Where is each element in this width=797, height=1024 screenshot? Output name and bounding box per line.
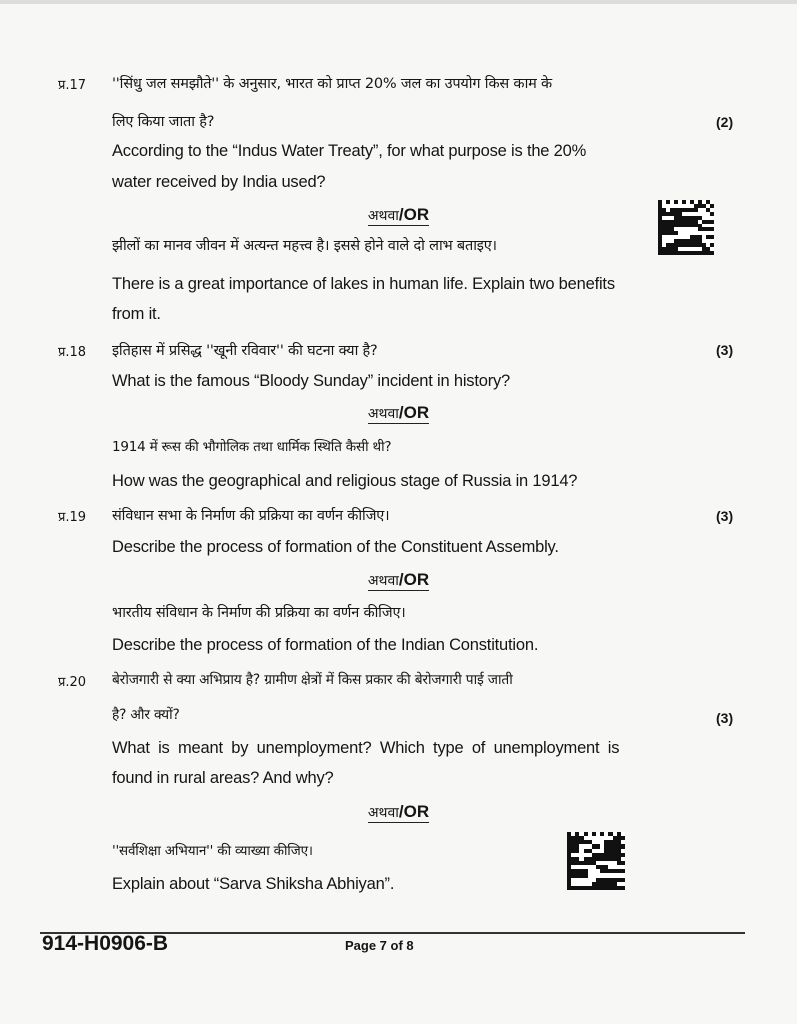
question-english-line: What is meant by unemployment? Which type of unemployment is <box>112 739 620 757</box>
question-hindi-line: लिए किया जाता है? <box>112 114 215 130</box>
or-heading: अथवा/OR <box>367 570 430 589</box>
question-marks: (3) <box>716 342 734 358</box>
question-english-line: According to the “Indus Water Treaty”, for what purpose is the 20% <box>112 142 587 160</box>
alternate-hindi-line: 1914 में रूस की भौगोलिक तथा धार्मिक स्थिति कैसी थी? <box>112 439 392 455</box>
or-heading: अथवा/OR <box>367 205 430 224</box>
or-heading: अथवा/OR <box>367 802 430 821</box>
question-english-line: What is the famous “Bloody Sunday” incident in history? <box>112 372 511 390</box>
question-number: प्र.19 <box>58 510 87 525</box>
question-english-line: water received by India used? <box>112 173 326 191</box>
page-number: Page 7 of 8 <box>345 938 414 953</box>
question-marks: (3) <box>716 508 734 524</box>
or-heading: अथवा/OR <box>367 403 430 422</box>
alternate-hindi-line: झीलों का मानव जीवन में अत्यन्त महत्त्व है। इससे होने वाले दो लाभ बताइए। <box>112 238 497 254</box>
alternate-english-line: from it. <box>112 305 161 323</box>
question-hindi-line: है? और क्यों? <box>112 707 180 723</box>
question-marks: (2) <box>716 114 734 130</box>
paper-code: 914-H0906-B <box>42 932 169 955</box>
alternate-english-line: There is a great importance of lakes in human life. Explain two benefits <box>112 275 615 293</box>
question-hindi-line: संविधान सभा के निर्माण की प्रक्रिया का वर्णन कीजिए। <box>112 508 390 524</box>
qr-code <box>567 832 625 890</box>
question-english-line: found in rural areas? And why? <box>112 769 334 787</box>
question-number: प्र.17 <box>58 78 87 93</box>
question-hindi-line: ''सिंधु जल समझौते'' के अनुसार, भारत को प्राप्त 20% जल का उपयोग किस काम के <box>112 76 552 92</box>
alternate-english-line: Explain about “Sarva Shiksha Abhiyan”. <box>112 875 395 893</box>
alternate-hindi-line: भारतीय संविधान के निर्माण की प्रक्रिया का वर्णन कीजिए। <box>112 605 406 621</box>
question-hindi-line: इतिहास में प्रसिद्ध ''खूनी रविवार'' की घटना क्या है? <box>112 343 378 359</box>
question-number: प्र.18 <box>58 345 87 360</box>
alternate-english-line: How was the geographical and religious stage of Russia in 1914? <box>112 472 578 490</box>
alternate-hindi-line: ''सर्वशिक्षा अभियान'' की व्याख्या कीजिए। <box>112 843 313 859</box>
qr-code <box>658 200 714 255</box>
question-marks: (3) <box>716 710 734 726</box>
question-hindi-line: बेरोजगारी से क्या अभिप्राय है? ग्रामीण क्षेत्रों में किस प्रकार की बेरोजगारी पाई जाती <box>112 672 513 688</box>
scan-edge <box>0 0 797 4</box>
question-number: प्र.20 <box>58 675 87 690</box>
alternate-english-line: Describe the process of formation of the Indian Constitution. <box>112 636 539 654</box>
question-english-line: Describe the process of formation of the Constituent Assembly. <box>112 538 559 556</box>
